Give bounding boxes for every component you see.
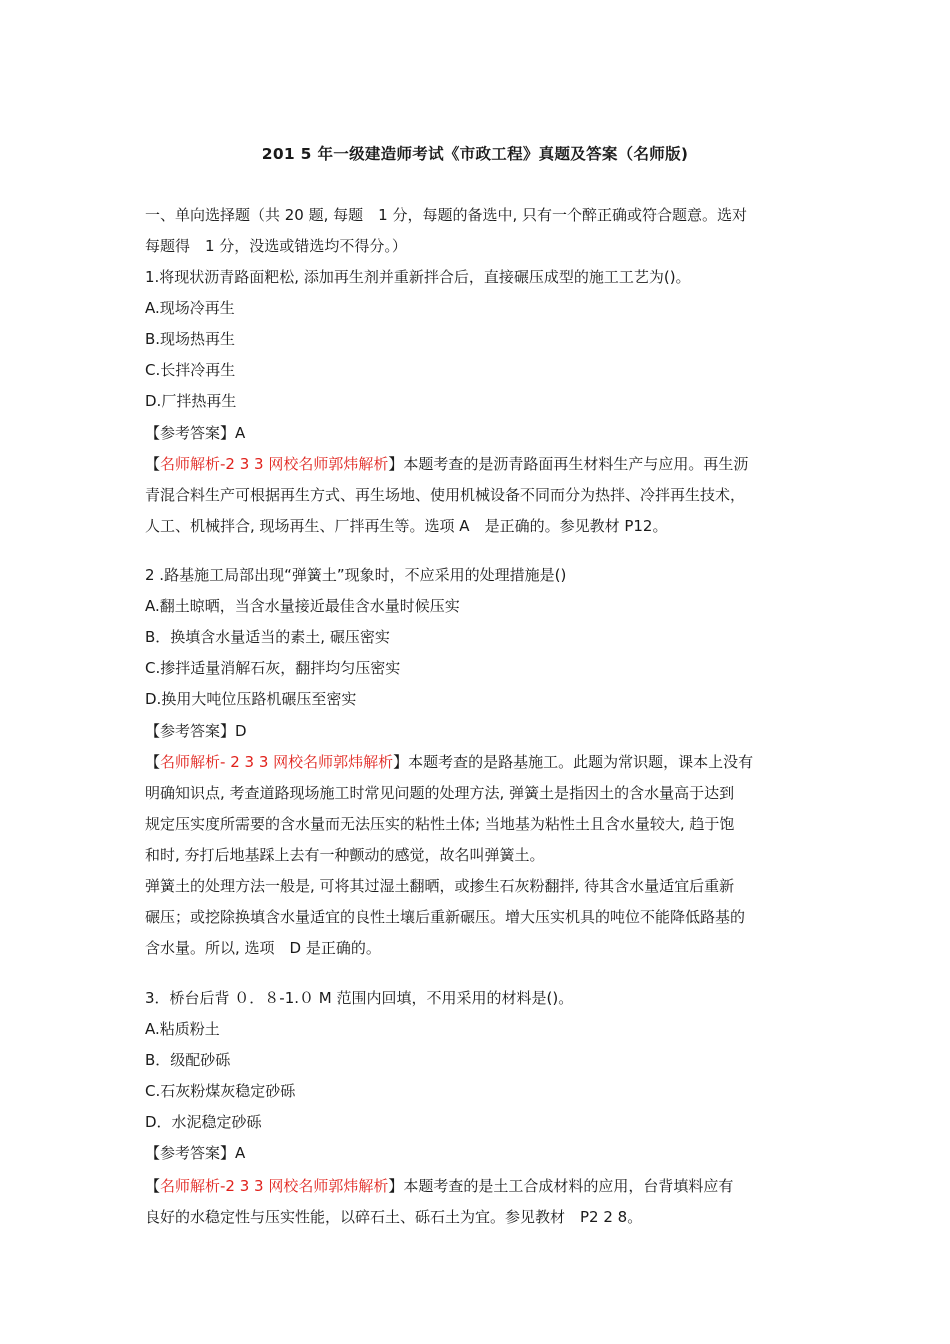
question-2-analysis-line: 碾压；或挖除换填含水量适宜的良性土壤后重新碾压。增大压实机具的吨位不能降低路基的	[145, 908, 746, 926]
question-3-stem: 3．桥台后背 ０．８-1.０ M 范围内回填，不用采用的材料是()。	[145, 989, 574, 1007]
question-2-stem: 2 .路基施工局部出现“弹簧土”现象时，不应采用的处理措施是()	[145, 566, 567, 584]
question-2-analysis-line: 明确知识点, 考查道路现场施工时常见问题的处理方法, 弹簧土是指因土的含水量高于达到	[145, 784, 735, 802]
question-1-stem: 1.将现状沥青路面粑松, 添加再生剂并重新拌合后，直接碾压成型的施工工艺为()。	[145, 268, 691, 286]
analysis-text: 】本题考查的是土工合成材料的应用，台背填料应有	[388, 1177, 734, 1195]
question-3-option-a: A.粘质粉土	[145, 1020, 220, 1038]
analysis-open-bracket: 【	[145, 1177, 161, 1195]
analysis-label: 名师解析- 2 3 3 网校名师郭炜解析	[160, 753, 394, 771]
question-3-analysis	[145, 1175, 733, 1197]
question-1-option-a: A.现场冷再生	[145, 299, 235, 317]
analysis-text: 】本题考查的是沥青路面再生材料生产与应用。再生沥	[388, 455, 749, 473]
question-1-answer: 【参考答案】A	[145, 424, 246, 442]
question-1-option-b: B.现场热再生	[145, 330, 236, 348]
question-2-option-a: A.翻土晾晒，当含水量接近最佳含水量时候压实	[145, 597, 460, 615]
question-3-analysis-line: 良好的水稳定性与压实性能，以碎石土、砾石土为宜。参见教材 P2 2 8。	[145, 1208, 643, 1226]
analysis-open-bracket: 【	[145, 753, 161, 771]
analysis-label: 名师解析-2 3 3 网校名师郭炜解析	[160, 1177, 389, 1195]
question-1-analysis-line: 人工、机械拌合, 现场再生、厂拌再生等。选项 A 是正确的。参见教材 P12。	[145, 517, 668, 535]
analysis-open-bracket: 【	[145, 455, 161, 473]
analysis-label: 名师解析-2 3 3 网校名师郭炜解析	[160, 455, 389, 473]
question-2-analysis	[145, 751, 753, 773]
question-1-analysis	[145, 453, 748, 475]
question-2-option-d: D.换用大吨位压路机碾压至密实	[145, 690, 357, 708]
question-2-option-b: B．换填含水量适当的素土, 碾压密实	[145, 628, 390, 646]
question-2-analysis-line: 弹簧土的处理方法一般是, 可将其过湿土翻晒，或掺生石灰粉翻拌, 待其含水量适宜后重新	[145, 877, 735, 895]
question-1-option-c: C.长拌冷再生	[145, 361, 236, 379]
question-1-option-d: D.厂拌热再生	[145, 392, 237, 410]
analysis-text: 】本题考查的是路基施工。此题为常识题，课本上没有	[393, 753, 754, 771]
section-intro-line: 一、单向选择题（共 20 题, 每题 1 分，每题的备选中, 只有一个醉正确或符合题意。选对	[145, 206, 748, 224]
question-2-analysis-line: 规定压实度所需要的含水量而无法压实的粘性土体; 当地基为粘性土且含水量较大, 趋于饱	[145, 815, 735, 833]
document-title: 201 5 年一级建造师考试《市政工程》真题及答案（名师版)	[261, 145, 689, 163]
section-intro-line: 每题得 1 分，没选或错选均不得分。）	[145, 237, 407, 255]
question-2-analysis-line: 和时, 夯打后地基踩上去有一种颤动的感觉，故名叫弹簧土。	[145, 846, 545, 864]
question-3-option-c: C.石灰粉煤灰稳定砂砾	[145, 1082, 296, 1100]
question-1-analysis-line: 青混合料生产可根据再生方式、再生场地、使用机械设备不同而分为热拌、冷拌再生技术，	[145, 486, 746, 504]
question-2-option-c: C.掺拌适量消解石灰，翻拌均匀压密实	[145, 659, 401, 677]
question-3-option-d: D．水泥稳定砂砾	[145, 1113, 262, 1131]
question-2-answer: 【参考答案】D	[145, 722, 247, 740]
question-3-option-b: B．级配砂砾	[145, 1051, 231, 1069]
question-3-answer: 【参考答案】A	[145, 1144, 246, 1162]
question-2-analysis-line: 含水量。所以, 选项 D 是正确的。	[145, 939, 381, 957]
